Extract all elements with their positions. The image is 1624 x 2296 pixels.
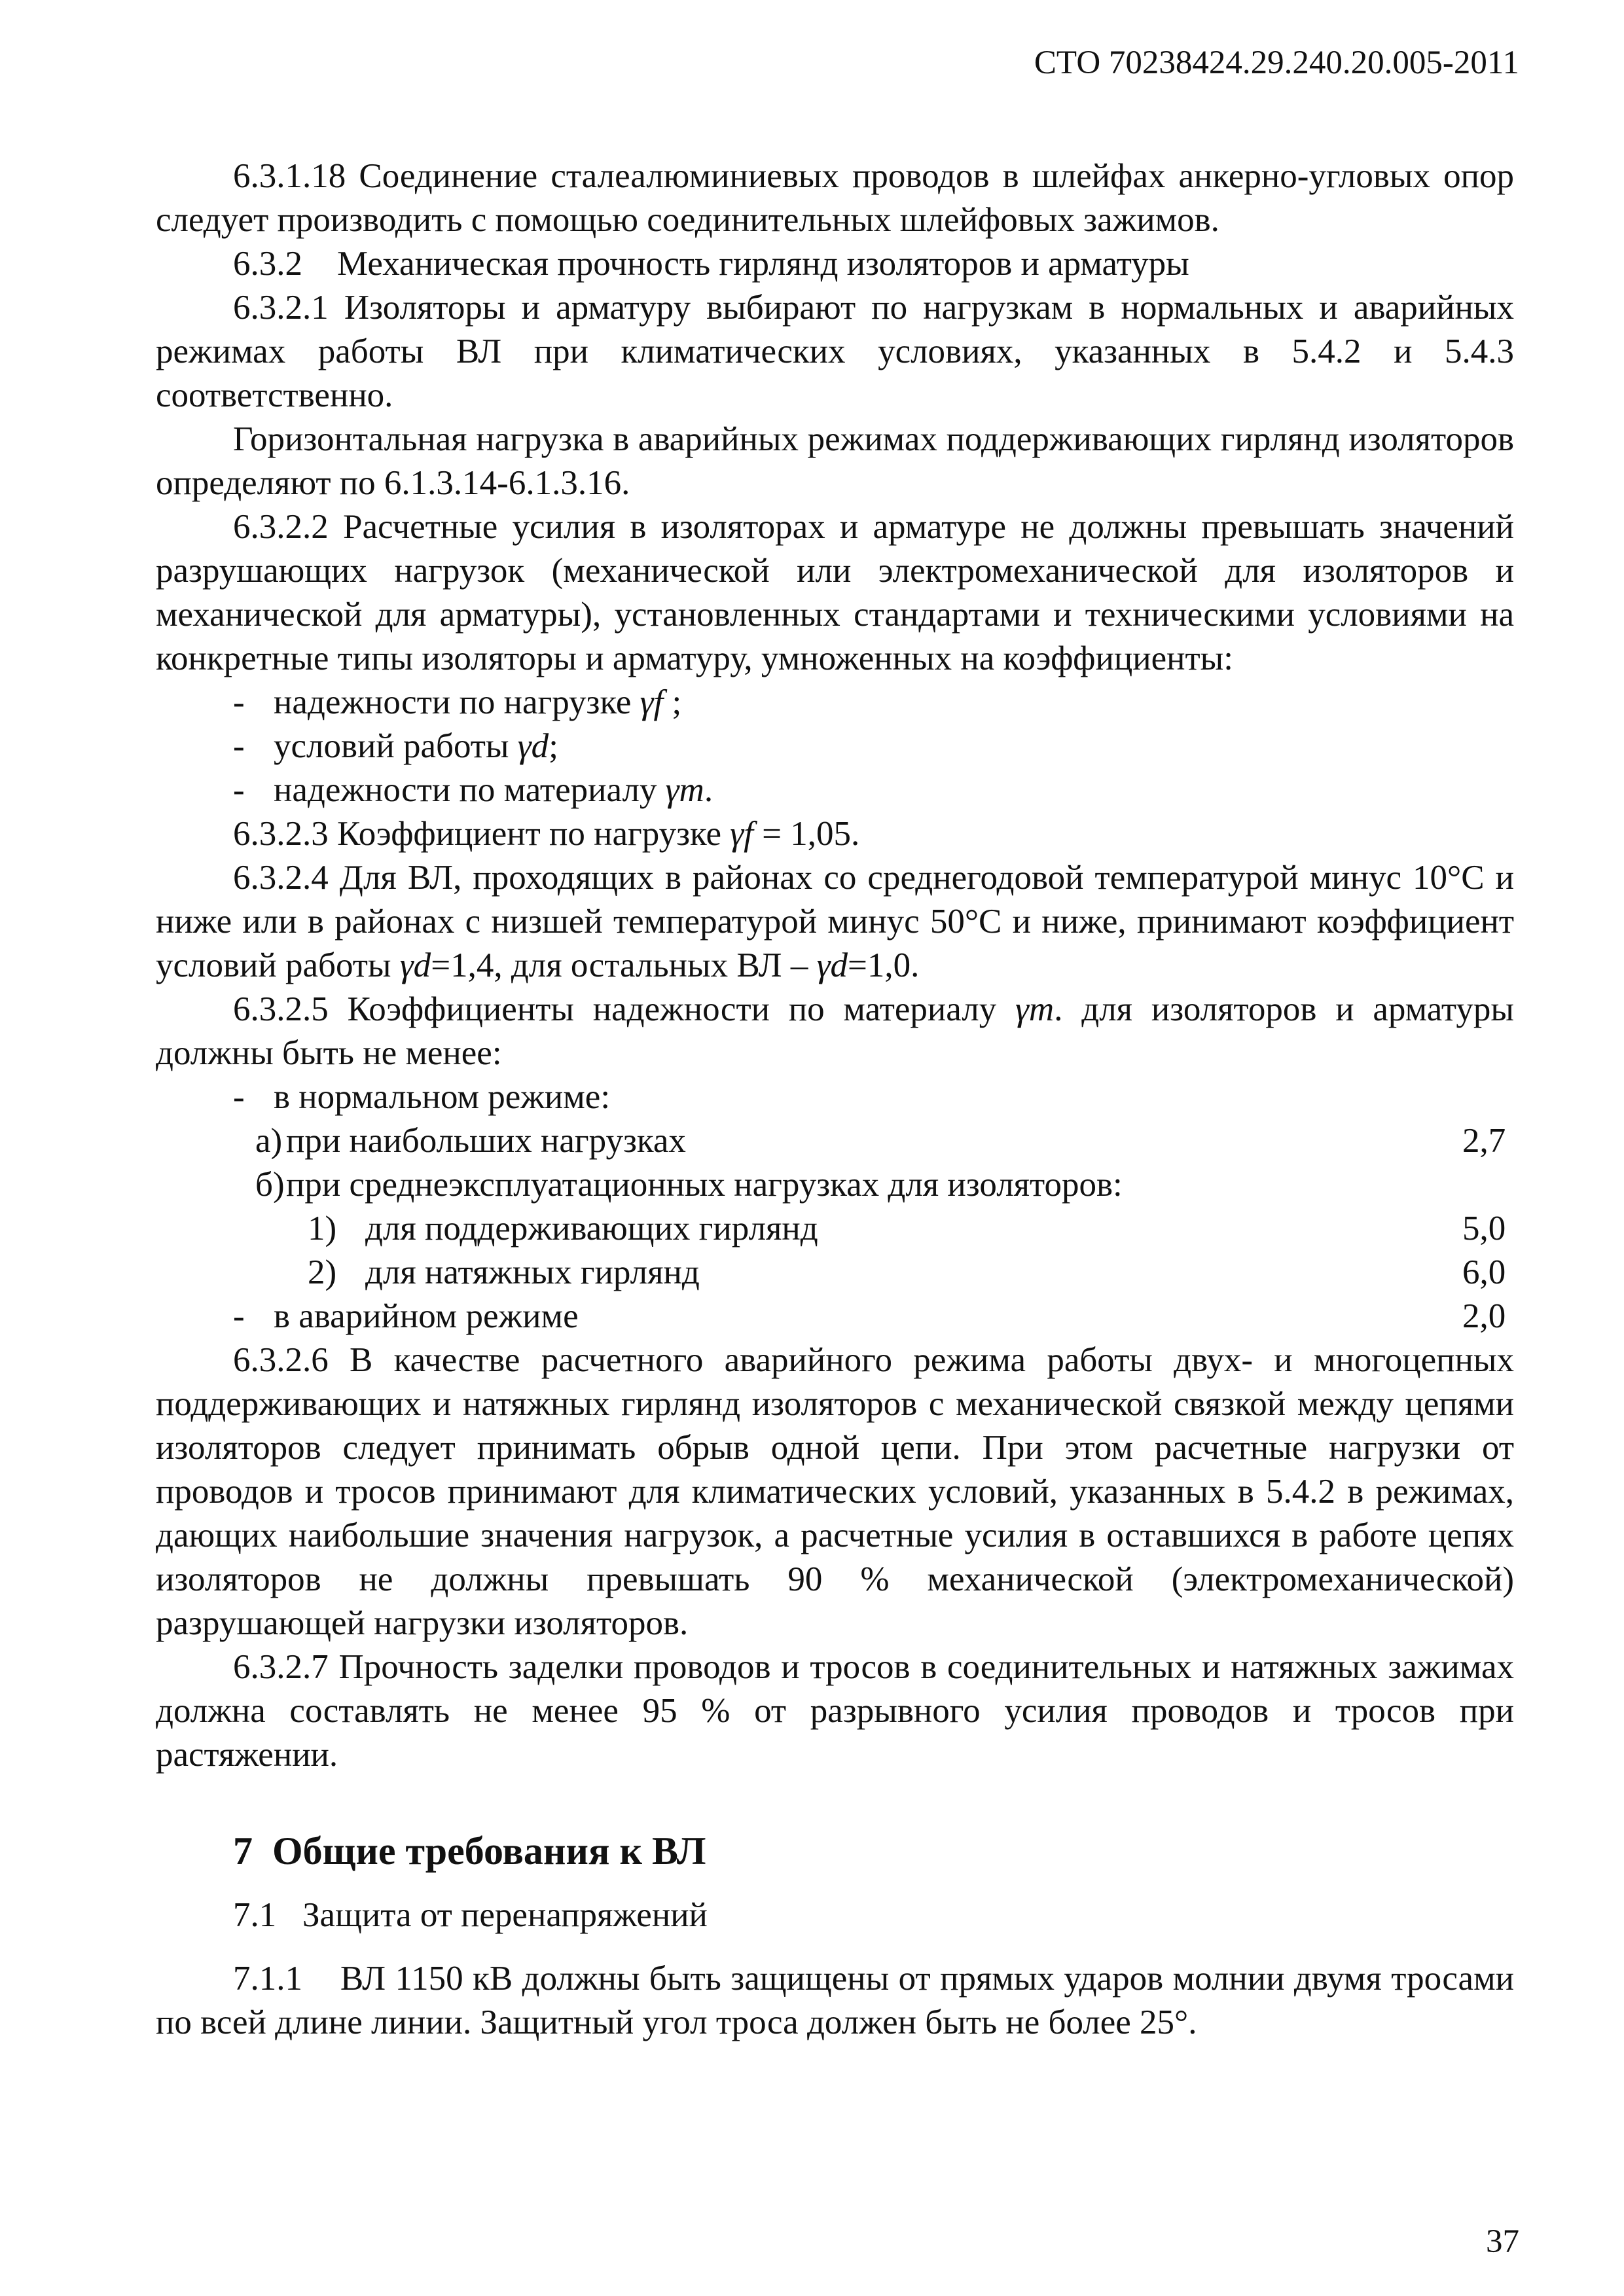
list-item: - условий работы γd;	[233, 727, 558, 765]
paragraph-6-3-2-4: 6.3.2.4 Для ВЛ, проходящих в районах со среднегодовой температурой минус 10°С и ниже или в районах с низшей температурой минус 50°С и ниже, принимают коэффициент условий работы γd=1,4, для остальных ВЛ – γd=1,0.	[156, 859, 1514, 984]
document-code-header: СТО 70238424.29.240.20.005-2011	[1034, 45, 1519, 81]
gamma-f-symbol: γf	[640, 683, 664, 721]
list-item: - в нормальном режиме:	[233, 1078, 611, 1116]
gamma-m-symbol: γm	[665, 771, 704, 809]
safety-factors-list	[156, 1075, 1514, 1338]
list-item: - надежности по нагрузке γf ;	[233, 683, 682, 721]
paragraph-6-3-2-1: 6.3.2.1 Изоляторы и арматуру выбирают по нагрузкам в нормальных и аварийных режимах работы ВЛ при климатических условиях, указанных в 5.4.2 и 5.4.3 соответственно.	[156, 289, 1514, 414]
factor-value: 5,0	[1462, 1210, 1506, 1247]
list-item: б)при среднеэксплуатационных нагрузках для изоляторов:	[255, 1166, 1123, 1204]
paragraph-6-3-2-7: 6.3.2.7 Прочность заделки проводов и тросов в соединительных и натяжных зажимах должна составлять не менее 95 % от разрывного усилия проводов и тросов при растяжении.	[156, 1648, 1514, 1774]
coefficients-list	[156, 681, 1514, 812]
list-item: 2) для натяжных гирлянд 6,0	[156, 1251, 1514, 1295]
paragraph-horizontal-load: Горизонтальная нагрузка в аварийных режимах поддерживающих гирлянд изоляторов определяют по 6.1.3.14-6.1.3.16.	[156, 420, 1514, 502]
paragraph-6-3-2-6: 6.3.2.6 В качестве расчетного аварийного режима работы двух- и многоцепных поддерживающих и натяжных гирлянд изоляторов с механической связкой между цепями изоляторов следует принимать обрыв одной цепи. При этом расчетные нагрузки от проводов и тросов принимают для климатических условий, указанных в 5.4.2 в режимах, дающих наибольшие значения нагрузок, а расчетные усилия в оставшихся в работе цепях изоляторов не должны превышать 90 % механической (электромеханической) разрушающей нагрузки изоляторов.	[156, 1341, 1514, 1642]
subsection-title-6-3-2: 6.3.2 Механическая прочность гирлянд изоляторов и арматуры	[233, 245, 1189, 283]
factor-value: 6,0	[1462, 1253, 1506, 1291]
document-body	[156, 154, 1523, 2045]
paragraph-6-3-1-18: 6.3.1.18 Соединение сталеалюминиевых проводов в шлейфах анкерно-угловых опор следует производить с помощью соединительных шлейфовых зажимов.	[156, 157, 1514, 239]
paragraph-6-3-2-3: 6.3.2.3 Коэффициент по нагрузке γf = 1,05.	[233, 815, 860, 853]
factor-value: 2,0	[1462, 1297, 1506, 1335]
paragraph-7-1-1: 7.1.1 ВЛ 1150 кВ должны быть защищены от прямых ударов молнии двумя тросами по всей длине линии. Защитный угол троса должен быть не более 25°.	[156, 1960, 1523, 2041]
paragraph-6-3-2-5: 6.3.2.5 Коэффициенты надежности по материалу γm. для изоляторов и арматуры должны быть не менее:	[156, 990, 1514, 1072]
list-item: - надежности по материалу γm.	[233, 771, 713, 809]
gamma-d-symbol: γd	[517, 727, 549, 765]
section-heading-7: 7 Общие требования к ВЛ	[233, 1829, 706, 1873]
factor-value: 2,7	[1462, 1122, 1506, 1160]
paragraph-6-3-2-2: 6.3.2.2 Расчетные усилия в изоляторах и арматуре не должны превышать значений разрушающих нагрузок (механической или электромеханической для изоляторов и механической для арматуры), установленных стандартами и техническими условиями на конкретные типы изоляторы и арматуру, умноженных на коэффициенты:	[156, 508, 1514, 677]
list-item: 1) для поддерживающих гирлянд 5,0	[156, 1207, 1514, 1251]
subsection-heading-7-1: 7.1 Защита от перенапряжений	[233, 1896, 708, 1934]
page-number: 37	[1486, 2223, 1519, 2260]
list-item: - в аварийном режиме 2,0	[156, 1295, 1514, 1338]
list-item: а) при наибольших нагрузках 2,7	[156, 1119, 1514, 1163]
